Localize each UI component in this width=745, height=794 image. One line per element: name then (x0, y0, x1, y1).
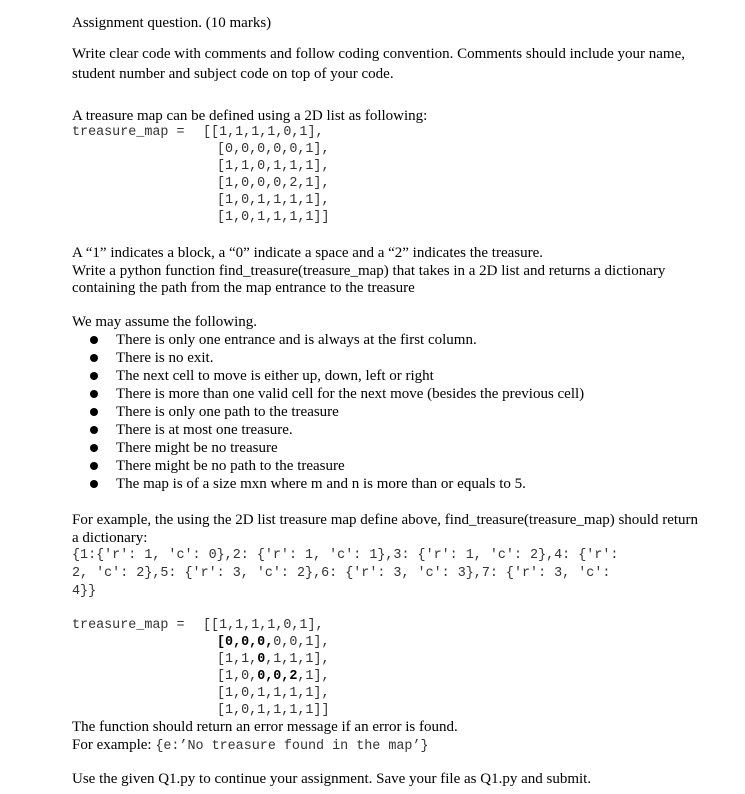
desc-line-2: Write a python function find_treasure(treasure_map) that takes in a 2D list and returns a dictionary (72, 263, 666, 279)
intro-line-1: Write clear code with comments and follow coding convention. Comments should include your name, (72, 46, 686, 62)
desc-line-3: containing the path from the map entrance to the treasure (72, 280, 415, 296)
assumption-item: The map is of a size mxn where m and n is more than or equals to 5. (116, 476, 526, 492)
assumption-item: There might be no path to the treasure (116, 458, 345, 474)
map-row: [1,0,0,0,2,1], (217, 176, 330, 191)
assumption-item: There is more than one valid cell for the next move (besides the previous cell) (116, 386, 585, 402)
error-example-code: {e:’No treasure found in the map’} (155, 739, 429, 754)
bullet-icon (90, 372, 98, 380)
path-map-row: [[1,1,1,1,0,1], (203, 618, 324, 633)
bullet-icon (90, 408, 98, 416)
bullet-icon (90, 480, 98, 488)
error-text: The function should return an error message if an error is found. (72, 719, 458, 735)
map-row: [1,1,0,1,1,1], (217, 159, 330, 174)
bullet-icon (90, 444, 98, 452)
assumption-item: There is only one path to the treasure (116, 404, 339, 420)
map-row: [1,0,1,1,1,1]] (217, 210, 330, 225)
desc-line-1: A “1” indicates a block, a “0” indicate a space and a “2” indicates the treasure. (72, 245, 544, 261)
assumption-item: The next cell to move is either up, down, left or right (116, 368, 434, 384)
map-row: [1,0,1,1,1,1], (217, 193, 330, 208)
assume-intro: We may assume the following. (72, 314, 258, 330)
bullet-icon (90, 462, 98, 470)
example-output-line: 2, 'c': 2},5: {'r': 3, 'c': 2},6: {'r': 3, 'c': 3},7: {'r': 3, 'c': (72, 566, 611, 581)
example-intro-2: a dictionary: (72, 530, 148, 546)
example-intro-1: For example, the using the 2D list treasure map define above, find_treasure(treasure_map) should return (72, 512, 699, 528)
path-map-row: [1,1,0,1,1,1], (217, 652, 330, 667)
path-map-label: treasure_map = (72, 618, 193, 633)
assumption-item: There might be no treasure (116, 440, 278, 456)
intro-line-2: student number and subject code on top of your code. (72, 66, 394, 82)
path-map-row: [1,0,1,1,1,1], (217, 686, 330, 701)
path-map-row: [0,0,0,0,0,1], (217, 635, 330, 650)
bullet-icon (90, 426, 98, 434)
assignment-title: Assignment question. (10 marks) (72, 15, 272, 31)
assumption-item: There is no exit. (116, 350, 214, 366)
submit-text: Use the given Q1.py to continue your assignment. Save your file as Q1.py and submit. (72, 771, 592, 787)
map-row: [0,0,0,0,0,1], (217, 142, 330, 157)
bullet-icon (90, 390, 98, 398)
map-label: treasure_map = (72, 125, 193, 140)
bullet-icon (90, 354, 98, 362)
path-map-row: [1,0,0,0,2,1], (217, 669, 330, 684)
map-intro: A treasure map can be defined using a 2D list as following: (72, 108, 428, 124)
assumption-item: There is only one entrance and is always at the first column. (116, 332, 477, 348)
bullet-icon (90, 336, 98, 344)
example-output-line: 4}} (72, 584, 97, 599)
map-row: [[1,1,1,1,0,1], (203, 125, 324, 140)
path-map-row: [1,0,1,1,1,1]] (217, 703, 330, 718)
assumption-item: There is at most one treasure. (116, 422, 293, 438)
error-example: For example: {e:’No treasure found in the map’} (72, 737, 429, 754)
example-output-line: {1:{'r': 1, 'c': 0},2: {'r': 1, 'c': 1},3: {'r': 1, 'c': 2},4: {'r': (72, 548, 619, 563)
